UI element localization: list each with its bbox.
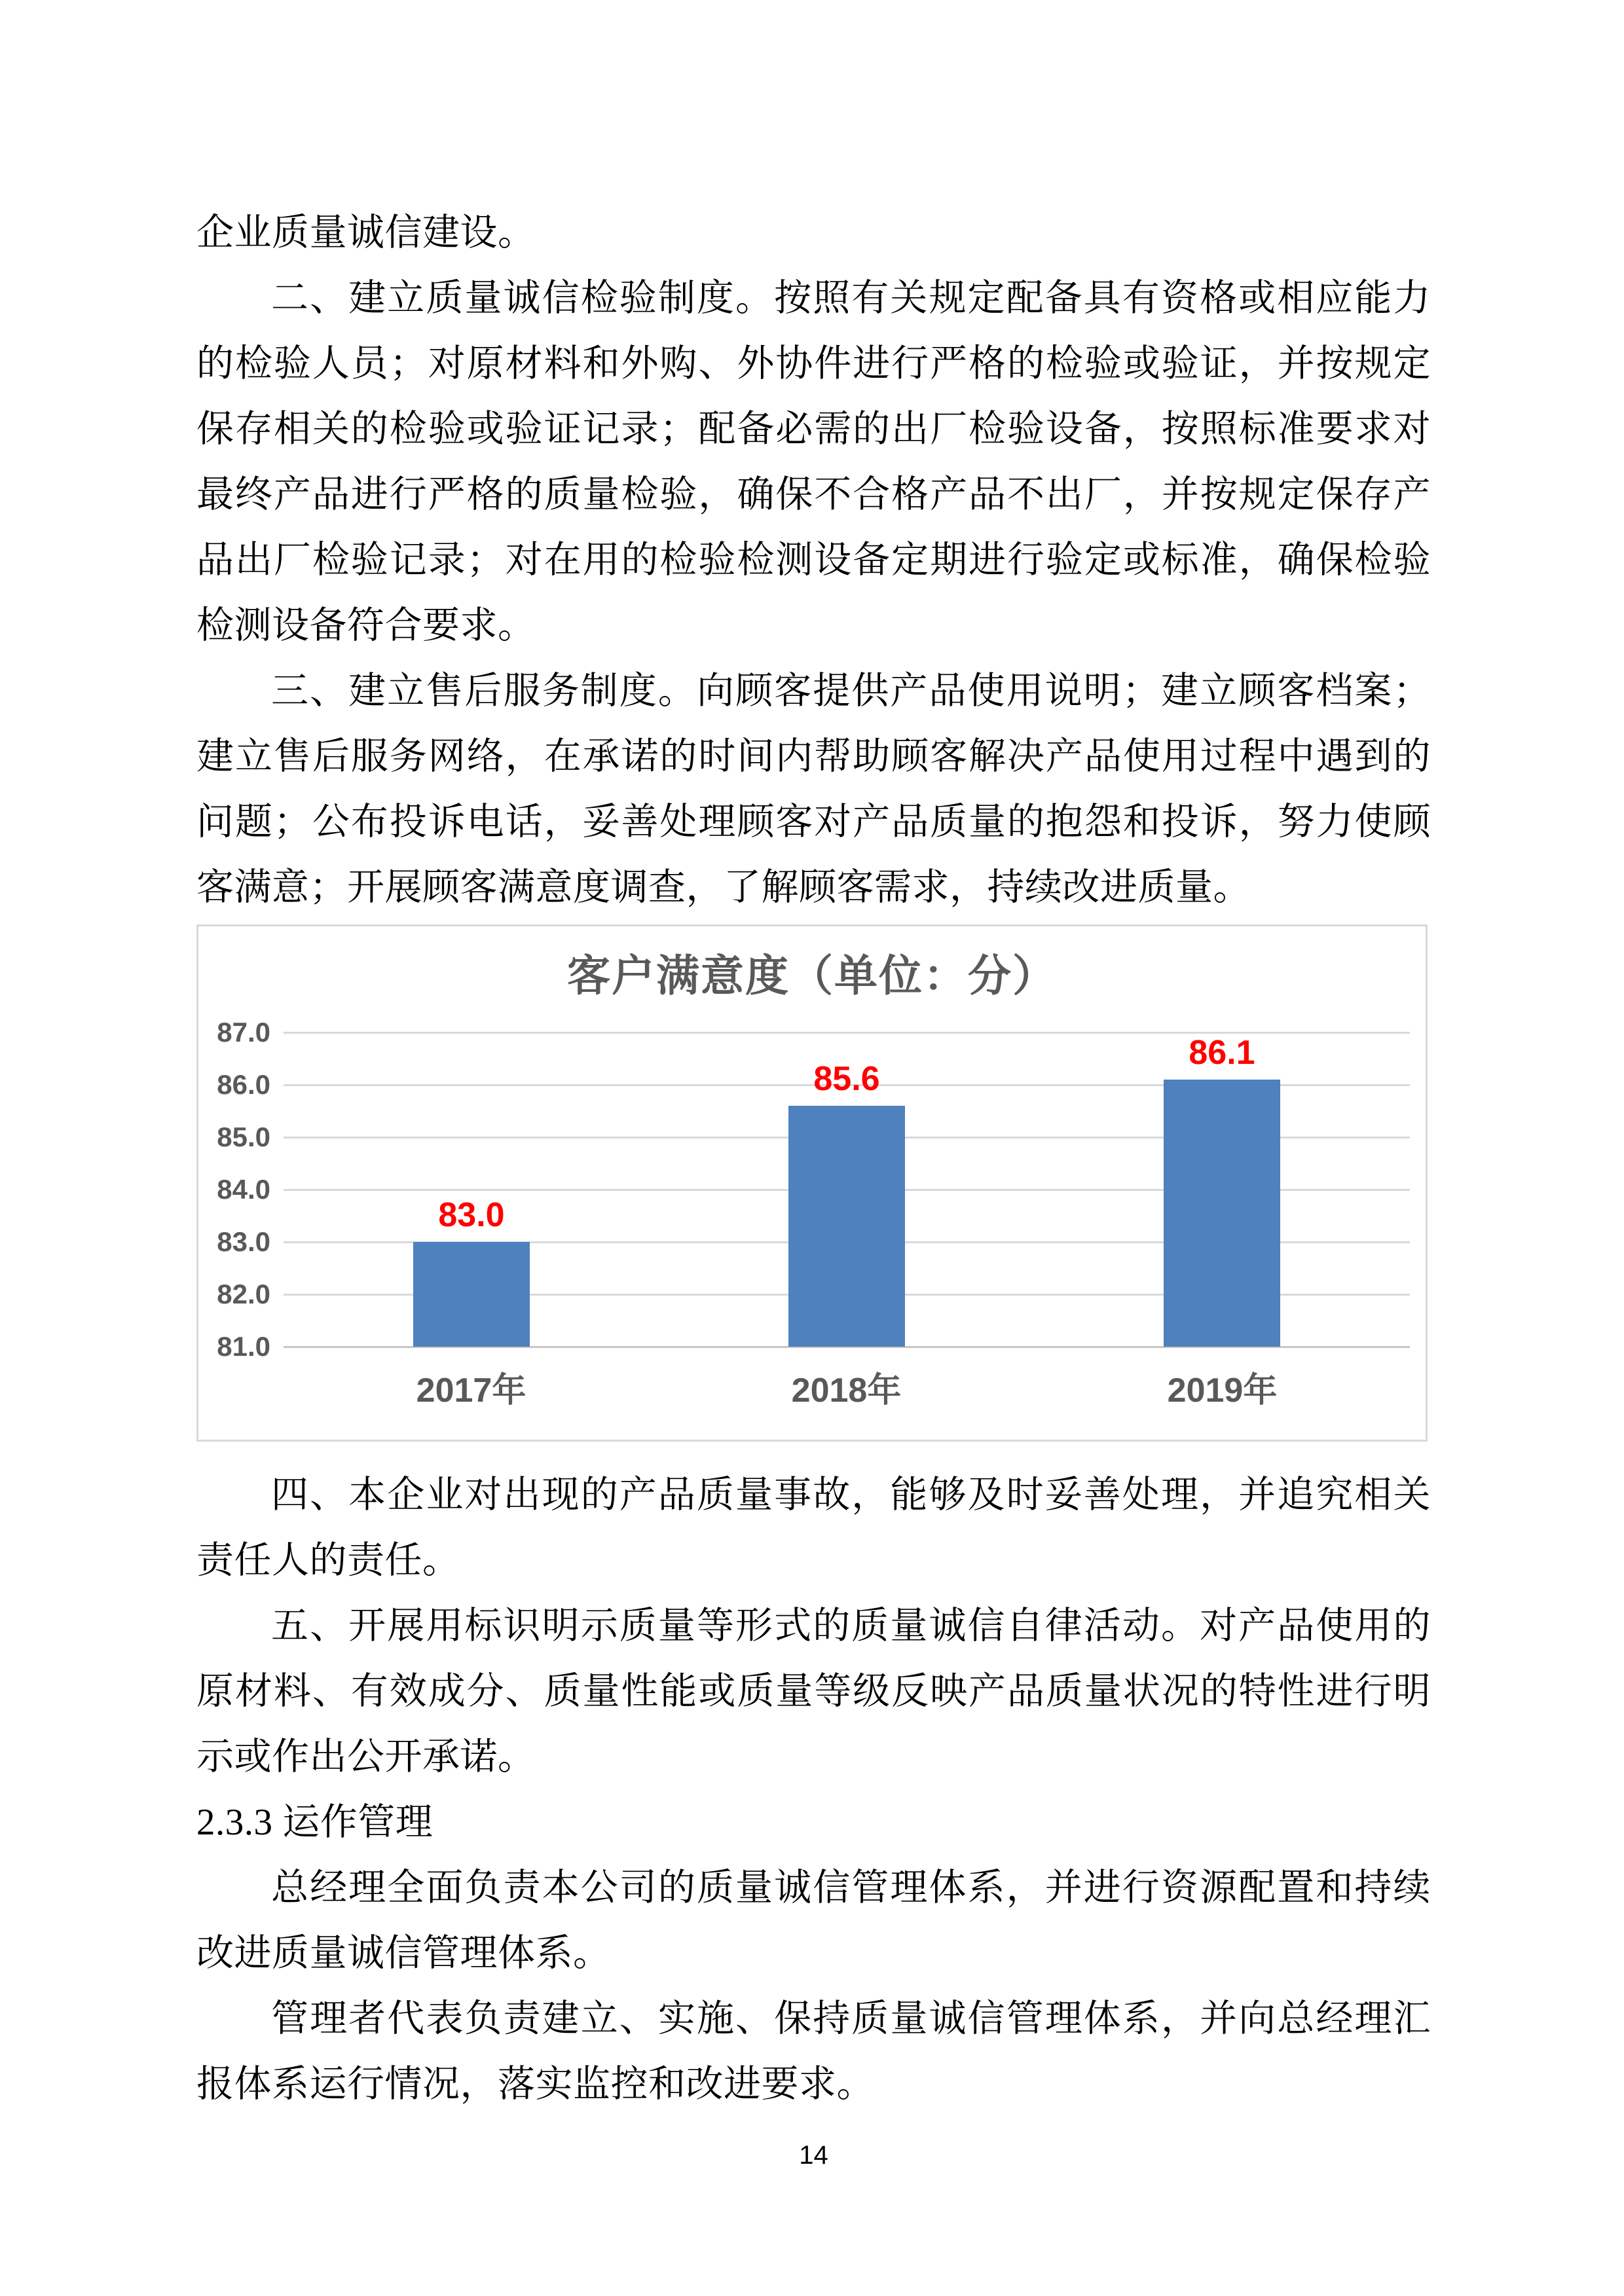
x-axis-label: 2017年 [416, 1372, 526, 1410]
bar-value-label: 86.1 [1189, 1034, 1255, 1072]
y-axis-tick: 83.0 [217, 1226, 270, 1257]
chart-title: 客户满意度（单位：分） [567, 951, 1057, 1000]
paragraph: 企业质量诚信建设。 [196, 212, 536, 253]
paragraph: 2.3.3 运作管理 [196, 1802, 434, 1843]
text-block-top [196, 200, 1431, 920]
bar-value-label: 83.0 [438, 1196, 505, 1234]
bar [1164, 1080, 1280, 1347]
x-axis-label: 2018年 [791, 1372, 902, 1410]
bar-value-label: 85.6 [813, 1060, 880, 1098]
y-axis-tick: 85.0 [217, 1121, 270, 1152]
bar [413, 1242, 530, 1347]
y-axis-tick: 86.0 [217, 1069, 270, 1100]
paragraph: 二、建立质量诚信检验制度。按照有关规定配备具有资格或相应能力的检验人员；对原材料和外购、外协件进行严格的检验或验证，并按规定保存相关的检验或验证记录；配备必需的出厂检验设备，按照标准要求对最终产品进行严格的质量检验，确保不合格产品不出厂，并按规定保存产品出厂检验记录；对在用的检验检测设备定期进行验定或标准，确保检验检测设备符合要求。 [196, 278, 1431, 646]
page-number: 14 [799, 2141, 828, 2170]
bar [788, 1106, 905, 1347]
paragraph: 三、建立售后服务制度。向顾客提供产品使用说明；建立顾客档案；建立售后服务网络，在承诺的时间内帮助顾客解决产品使用过程中遇到的问题；公布投诉电话，妥善处理顾客对产品质量的抱怨和投诉，努力使顾客满意；开展顾客满意度调查，了解顾客需求，持续改进质量。 [196, 670, 1431, 908]
text-block-bottom [196, 1463, 1431, 2117]
paragraph: 四、本企业对出现的产品质量事故，能够及时妥善处理，并追究相关责任人的责任。 [196, 1474, 1431, 1581]
y-axis-tick: 84.0 [217, 1174, 270, 1205]
paragraph: 总经理全面负责本公司的质量诚信管理体系，并进行资源配置和持续改进质量诚信管理体系。 [196, 1867, 1431, 1974]
customer-satisfaction-chart [196, 924, 1428, 1442]
x-axis-label: 2019年 [1167, 1372, 1278, 1410]
y-axis-tick: 82.0 [217, 1279, 270, 1309]
y-axis-tick: 81.0 [217, 1331, 270, 1362]
y-axis-tick: 87.0 [217, 1017, 270, 1048]
paragraph: 管理者代表负责建立、实施、保持质量诚信管理体系，并向总经理汇报体系运行情况，落实监控和改进要求。 [196, 1998, 1431, 2105]
paragraph: 五、开展用标识明示质量等形式的质量诚信自律活动。对产品使用的原材料、有效成分、质量性能或质量等级反映产品质量状况的特性进行明示或作出公开承诺。 [196, 1605, 1431, 1777]
